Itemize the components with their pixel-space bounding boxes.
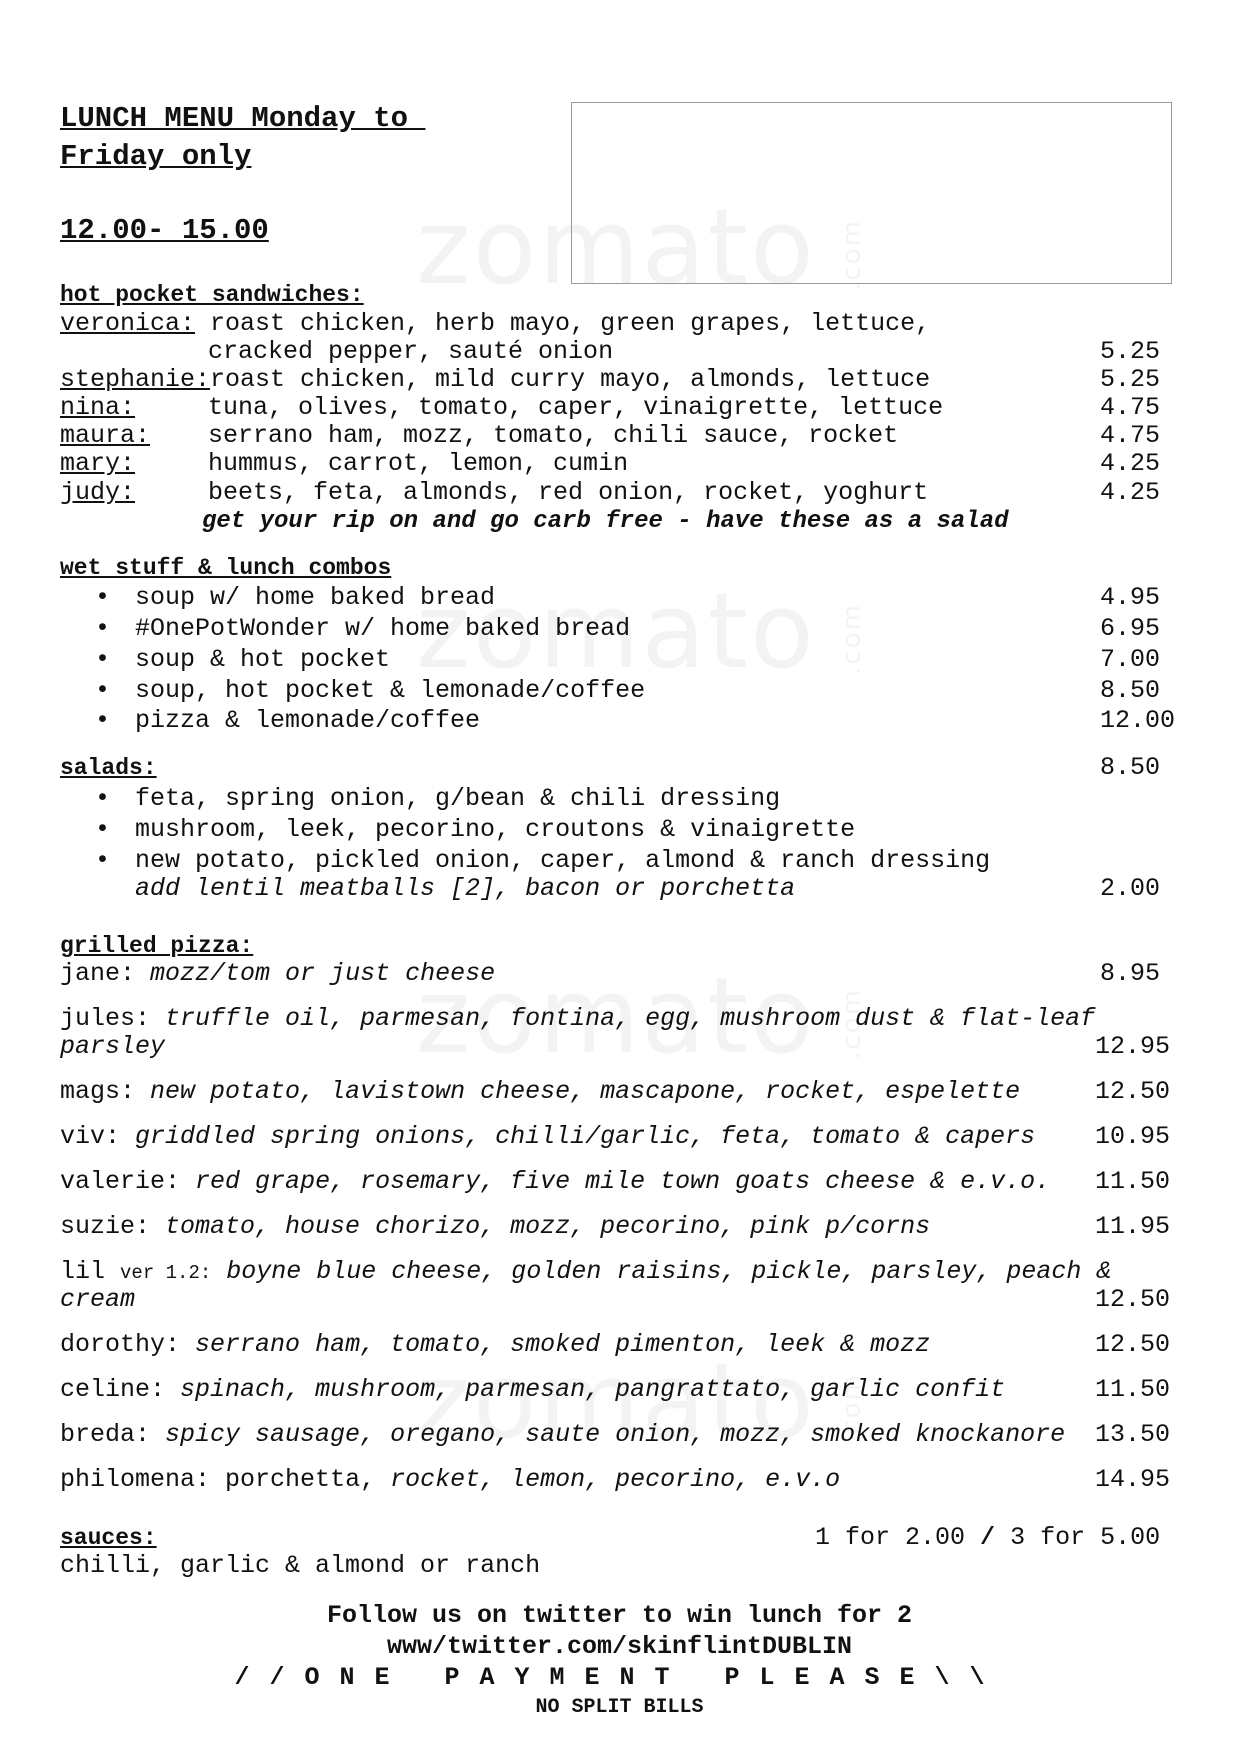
sandwich-desc-cont: cracked pepper, sauté onion xyxy=(208,337,614,366)
sandwich-desc: hummus, carrot, lemon, cumin xyxy=(208,449,629,478)
combo-price: 12.00 xyxy=(1100,706,1176,735)
menu-title-line2: Friday only xyxy=(60,140,252,173)
pizza-price: 10.95 xyxy=(1095,1122,1171,1151)
section-heading-hot-pocket: hot pocket sandwiches: xyxy=(60,282,364,308)
sandwich-desc: tuna, olives, tomato, caper, vinaigrette, lettuce xyxy=(208,393,944,422)
combo-price: 4.95 xyxy=(1100,583,1161,612)
pizza-name: jane: xyxy=(60,959,136,988)
section-heading-sauces: sauces: xyxy=(60,1525,157,1551)
pizza-item xyxy=(60,960,495,988)
sandwich-name: maura: xyxy=(60,421,151,450)
bullet-icon: • xyxy=(95,614,111,643)
pizza-price: 12.95 xyxy=(1095,1032,1171,1061)
pizza-desc: mozz/tom or just cheese xyxy=(150,959,496,988)
pizza-price: 12.50 xyxy=(1095,1285,1171,1314)
pizza-price: 11.50 xyxy=(1095,1167,1171,1196)
carb-free-note: get your rip on and go carb free - have these as a salad xyxy=(202,508,1009,535)
combo-price: 8.50 xyxy=(1100,676,1161,705)
menu-hours: 12.00- 15.00 xyxy=(60,214,269,247)
pizza-item xyxy=(60,1005,1095,1033)
pizza-price: 14.95 xyxy=(1095,1465,1171,1494)
pizza-desc: tomato, house chorizo, mozz, pecorino, pink p/corns xyxy=(165,1212,931,1241)
bullet-icon: • xyxy=(95,846,111,875)
section-heading-pizza: grilled pizza: xyxy=(60,933,254,959)
pizza-price: 11.50 xyxy=(1095,1375,1171,1404)
pizza-name: mags: xyxy=(60,1077,136,1106)
pizza-item xyxy=(60,1168,1050,1196)
image-placeholder-box xyxy=(571,102,1172,284)
bullet-icon: • xyxy=(95,815,111,844)
pizza-name: jules: xyxy=(60,1004,151,1033)
payment-notice: //ONE PAYMENT PLEASE\\ xyxy=(234,1663,1005,1692)
sandwich-name: mary: xyxy=(60,449,136,478)
salad-item: feta, spring onion, g/bean & chili dressing xyxy=(135,784,781,813)
combo-price: 7.00 xyxy=(1100,645,1161,674)
sauce-list: chilli, garlic & almond or ranch xyxy=(60,1551,541,1580)
sandwich-desc: serrano ham, mozz, tomato, chili sauce, rocket xyxy=(208,421,899,450)
pizza-desc: rocket, lemon, pecorino, e.v.o xyxy=(390,1465,841,1494)
pizza-item xyxy=(60,1466,840,1494)
pizza-desc: truffle oil, parmesan, fontina, egg, mushroom dust & flat-leaf xyxy=(165,1004,1096,1033)
bullet-icon: • xyxy=(95,645,111,674)
pizza-desc: boyne blue cheese, golden raisins, pickle, parsley, peach & xyxy=(226,1257,1112,1286)
pizza-desc: spinach, mushroom, parmesan, pangrattato, garlic confit xyxy=(180,1375,1006,1404)
pizza-item xyxy=(60,1213,930,1241)
sandwich-price: 4.25 xyxy=(1100,449,1161,478)
sandwich-name: judy: xyxy=(60,478,136,507)
pizza-desc-plain: porchetta, xyxy=(225,1465,376,1494)
sandwich-price: 4.25 xyxy=(1100,478,1161,507)
combo-label: #OnePotWonder w/ home baked bread xyxy=(135,614,631,643)
pizza-name: dorothy: xyxy=(60,1330,181,1359)
section-heading-salads: salads: xyxy=(60,755,157,781)
pizza-item xyxy=(60,1078,1020,1106)
salad-item: mushroom, leek, pecorino, croutons & vinaigrette xyxy=(135,815,856,844)
pizza-item xyxy=(60,1421,1065,1449)
sandwich-price: 4.75 xyxy=(1100,393,1161,422)
sandwich-name: veronica: xyxy=(60,309,196,338)
pizza-price: 12.50 xyxy=(1095,1330,1171,1359)
twitter-promo: Follow us on twitter to win lunch for 2 xyxy=(326,1601,913,1630)
pizza-name: viv: xyxy=(60,1122,121,1151)
pizza-desc: spicy sausage, oregano, saute onion, mozz, smoked knockanore xyxy=(165,1420,1066,1449)
sandwich-name: stephanie: xyxy=(60,365,211,394)
pizza-desc-cont: cream xyxy=(60,1285,136,1314)
pizza-item xyxy=(60,1258,1111,1287)
pizza-desc: serrano ham, tomato, smoked pimenton, leek & mozz xyxy=(195,1330,931,1359)
pizza-name: valerie: xyxy=(60,1167,181,1196)
combo-label: soup w/ home baked bread xyxy=(135,583,496,612)
pizza-price: 8.95 xyxy=(1100,959,1161,988)
bullet-icon: • xyxy=(95,784,111,813)
pizza-price: 11.95 xyxy=(1095,1212,1171,1241)
pizza-name: philomena: xyxy=(60,1465,211,1494)
salad-price: 8.50 xyxy=(1100,753,1161,782)
sandwich-price: 5.25 xyxy=(1100,365,1161,394)
pizza-price: 13.50 xyxy=(1095,1420,1171,1449)
pizza-name: breda: xyxy=(60,1420,151,1449)
pizza-price: 12.50 xyxy=(1095,1077,1171,1106)
salad-addon-price: 2.00 xyxy=(1100,874,1161,903)
pizza-desc: griddled spring onions, chilli/garlic, feta, tomato & capers xyxy=(135,1122,1036,1151)
pizza-desc: red grape, rosemary, five mile town goats cheese & e.v.o. xyxy=(195,1167,1051,1196)
menu-title-line1: LUNCH MENU Monday to xyxy=(60,102,426,135)
salad-item: new potato, pickled onion, caper, almond & ranch dressing xyxy=(135,846,991,875)
split-bills-notice: NO SPLIT BILLS xyxy=(535,1696,704,1719)
sauce-price-divider: / xyxy=(980,1523,996,1552)
combo-label: soup, hot pocket & lemonade/coffee xyxy=(135,676,646,705)
sauce-price-triple: 3 for 5.00 xyxy=(1010,1523,1161,1552)
combo-label: soup & hot pocket xyxy=(135,645,391,674)
salad-addon: add lentil meatballs [2], bacon or porchetta xyxy=(135,874,796,903)
pizza-name: lil xyxy=(60,1257,106,1286)
sandwich-price: 4.75 xyxy=(1100,421,1161,450)
pizza-name: celine: xyxy=(60,1375,166,1404)
pizza-desc: new potato, lavistown cheese, mascapone, rocket, espelette xyxy=(150,1077,1021,1106)
sandwich-name: nina: xyxy=(60,393,136,422)
section-heading-wet-stuff: wet stuff & lunch combos xyxy=(60,555,392,581)
sauce-prices xyxy=(815,1524,1160,1552)
sauce-price-single: 1 for 2.00 xyxy=(815,1523,966,1552)
pizza-desc-cont: parsley xyxy=(60,1032,166,1061)
bullet-icon: • xyxy=(95,676,111,705)
bullet-icon: • xyxy=(95,706,111,735)
bullet-icon: • xyxy=(95,583,111,612)
twitter-url[interactable]: www/twitter.com/skinflintDUBLIN xyxy=(386,1632,853,1661)
pizza-name: suzie: xyxy=(60,1212,151,1241)
sandwich-desc: roast chicken, herb mayo, green grapes, lettuce, xyxy=(195,309,931,338)
sandwich-desc: beets, feta, almonds, red onion, rocket, yoghurt xyxy=(208,478,929,507)
sandwich-desc: roast chicken, mild curry mayo, almonds, lettuce xyxy=(210,365,931,394)
pizza-item xyxy=(60,1123,1035,1151)
pizza-version: ver 1.2: xyxy=(120,1262,212,1284)
combo-price: 6.95 xyxy=(1100,614,1161,643)
pizza-item xyxy=(60,1331,930,1359)
pizza-item xyxy=(60,1376,1005,1404)
combo-label: pizza & lemonade/coffee xyxy=(135,706,481,735)
sandwich-price: 5.25 xyxy=(1100,337,1161,366)
